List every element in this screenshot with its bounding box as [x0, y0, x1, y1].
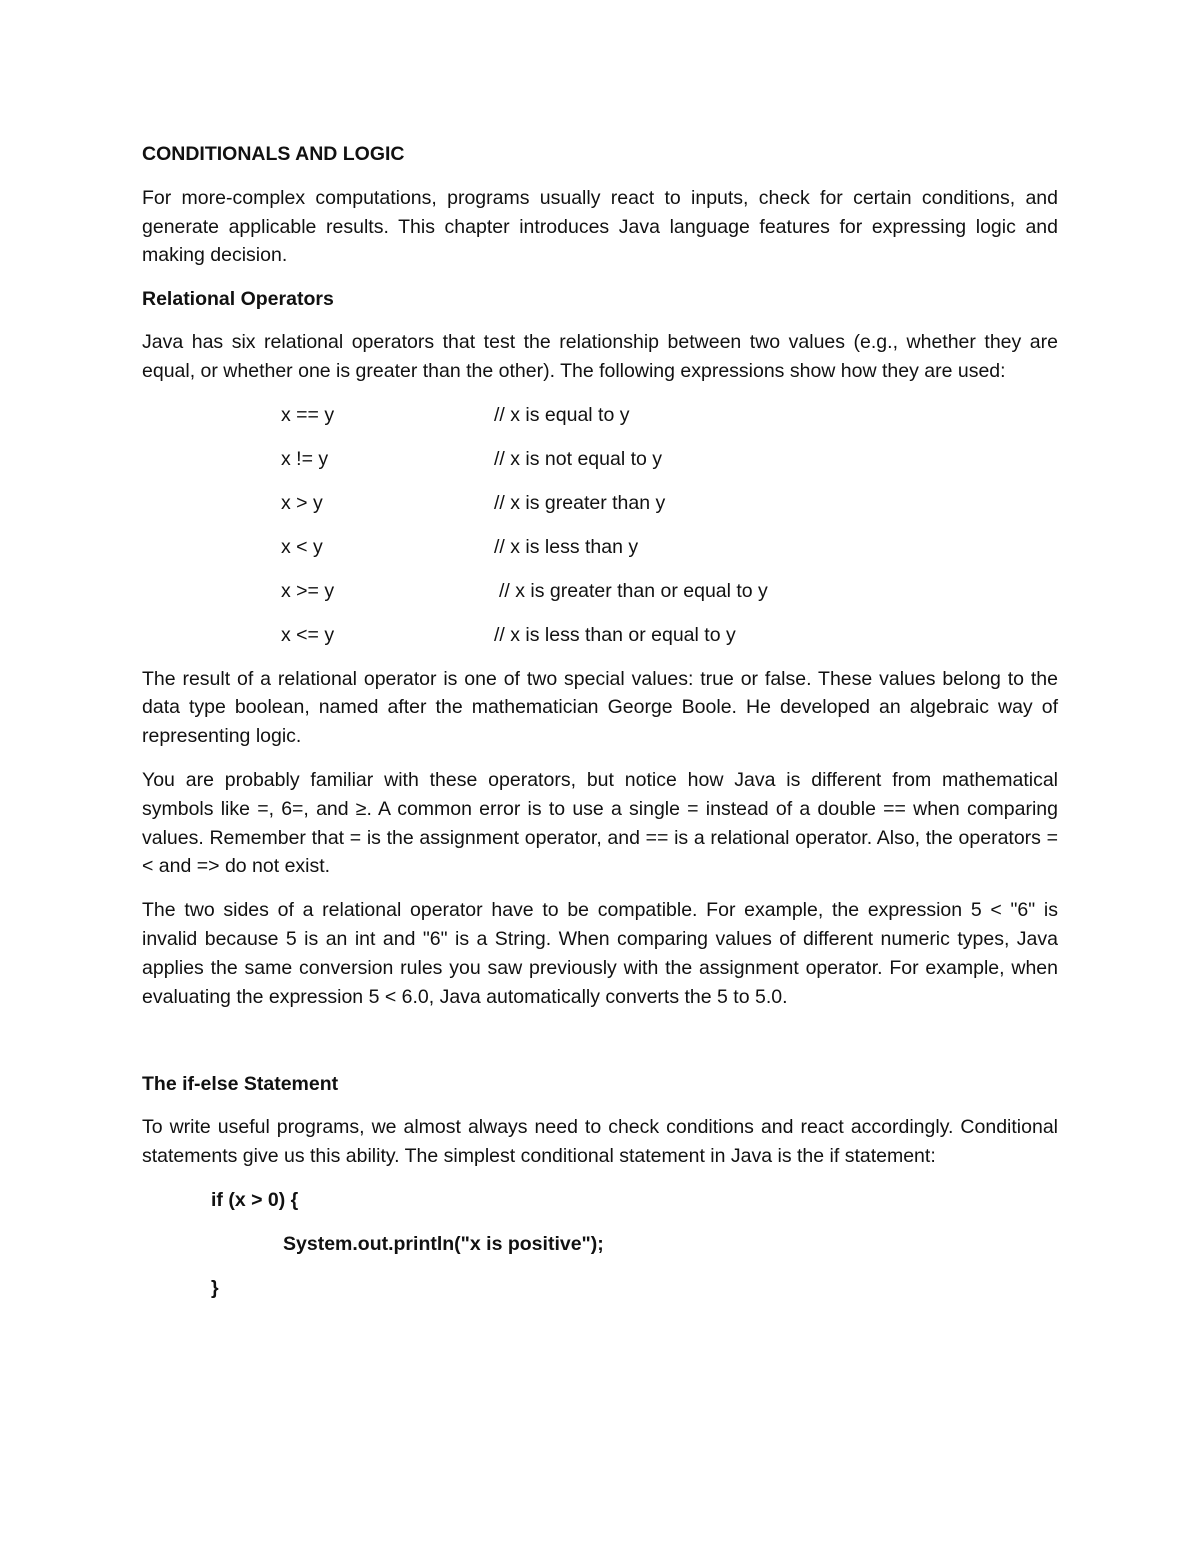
operator-comment: // x is less than or equal to y	[494, 623, 736, 646]
operator-expression: x == y	[281, 403, 335, 426]
document-page	[142, 140, 1058, 1318]
compatibility-paragraph: The two sides of a relational operator have to be compatible. For example, the expression 5 < "6" is invalid because 5 is an int and "6" is a String. When comparing values of different numeric types, Java applies the same conversion rules you saw previously with the assignment operator. For example, when evaluating the expression 5 < 6.0, Java automatically converts the 5 to 5.0.	[142, 899, 1058, 1008]
intro-paragraph: For more-complex computations, programs usually react to inputs, check for certain conditions, and generate applicable results. This chapter introduces Java language features for expressing logic and making decision.	[142, 186, 1058, 267]
operator-comment: // x is equal to y	[494, 403, 630, 426]
operator-row	[142, 445, 1058, 474]
operator-expression: x <= y	[281, 623, 335, 646]
operator-list	[142, 401, 1058, 650]
operator-expression: x != y	[281, 447, 329, 470]
section-spacer	[142, 1026, 1058, 1070]
operator-expression: x > y	[281, 491, 323, 514]
operator-expression: x >= y	[281, 579, 335, 602]
operator-row	[142, 489, 1058, 518]
code-line: }	[211, 1276, 219, 1299]
operator-comment: // x is less than y	[494, 535, 639, 558]
operator-row	[142, 533, 1058, 562]
operator-row	[142, 577, 1058, 606]
code-line: if (x > 0) {	[211, 1188, 299, 1211]
relational-intro-paragraph: Java has six relational operators that test the relationship between two values (e.g., whether they are equal, or whether one is greater than the other). The following expressions show how they are used:	[142, 330, 1058, 382]
page-title: CONDITIONALS AND LOGIC	[142, 143, 405, 165]
code-line: System.out.println("x is positive");	[283, 1232, 604, 1255]
if-else-intro-paragraph: To write useful programs, we almost always need to check conditions and react accordingly. Conditional statements give us this ability. The simplest conditional statement in Java is the if statement:	[142, 1116, 1058, 1167]
operator-row	[142, 401, 1058, 430]
operator-row	[142, 621, 1058, 650]
operator-comment: // x is not equal to y	[494, 447, 663, 470]
common-error-paragraph: You are probably familiar with these operators, but notice how Java is different from mathematical symbols like =, 6=, and ≥. A common error is to use a single = instead of a double == when comparing values. Remember that = is the assignment operator, and == is a relational operator. Also, the operators =< and => do not exist.	[142, 768, 1058, 878]
section-heading-if-else: The if-else Statement	[142, 1073, 339, 1096]
section-heading-relational-operators: Relational Operators	[142, 288, 334, 311]
operator-comment: // x is greater than y	[494, 491, 666, 514]
code-block	[142, 1186, 1058, 1303]
boolean-result-paragraph: The result of a relational operator is one of two special values: true or false. These values belong to the data type boolean, named after the mathematician George Boole. He developed an algebraic way of representing logic.	[142, 667, 1058, 748]
operator-expression: x < y	[281, 535, 323, 558]
operator-comment: // x is greater than or equal to y	[499, 579, 768, 602]
